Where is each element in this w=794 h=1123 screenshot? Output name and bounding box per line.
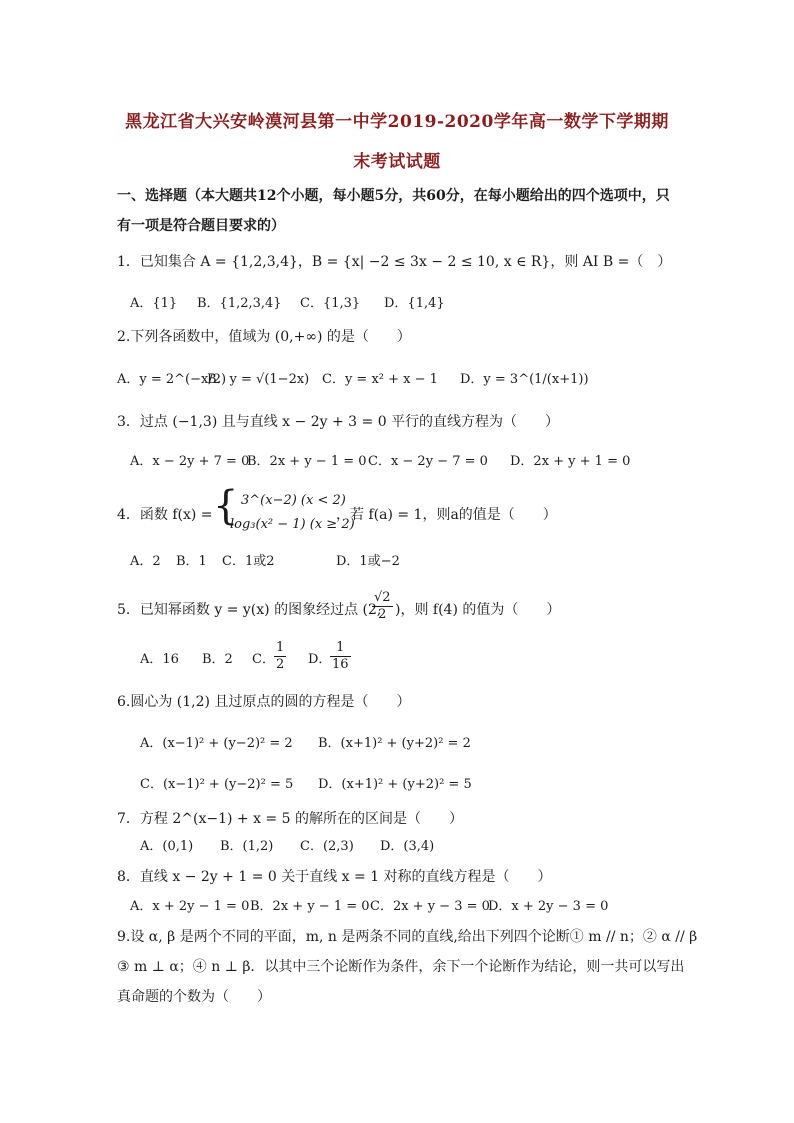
question-7-option-c: C．(2,3) xyxy=(300,839,354,854)
question-3-option-d: D．2x + y + 1 = 0 xyxy=(510,454,631,469)
question-3-option-b: B．2x + y − 1 = 0 xyxy=(247,454,367,469)
question-5-option-c-fraction xyxy=(274,640,286,673)
question-7-option-d: D．(3,4) xyxy=(380,839,435,854)
question-4-stem-suffix: ，若 f(a) = 1，则a的值是（ ） xyxy=(336,507,557,523)
question-5-option-d-num: 1 xyxy=(330,640,351,657)
question-8-option-d: D．x + 2y − 3 = 0 xyxy=(488,899,609,914)
question-1-option-a: A．{1} xyxy=(130,296,178,311)
question-6-stem: 6.圆心为 (1,2) 且过原点的圆的方程是（ ） xyxy=(117,694,411,710)
question-2-stem: 2.下列各函数中，值域为 (0,+∞) 的是（ ） xyxy=(117,329,411,345)
section-header-line2: 有一项是符合题目要求的） xyxy=(117,218,285,234)
question-9-line3: 真命题的个数为（ ） xyxy=(117,989,271,1005)
question-5-stem-suffix: )，则 f(4) 的值为（ ） xyxy=(395,602,561,618)
question-4-option-a: A．2 xyxy=(130,554,161,569)
question-6-option-b: B．(x+1)² + (y+2)² = 2 xyxy=(318,736,471,751)
question-5-frac-den: 2 xyxy=(378,607,387,622)
question-2-option-d: D．y = 3^(1/(x+1)) xyxy=(460,372,589,387)
question-7-option-a: A．(0,1) xyxy=(140,839,194,854)
question-4-option-c: C．1或2 xyxy=(222,554,275,569)
question-1-option-d: D．{1,4} xyxy=(384,296,445,311)
question-3-stem: 3．过点 (−1,3) 且与直线 x − 2y + 3 = 0 平行的直线方程为（ ） xyxy=(117,414,560,430)
section-header-line1: 一、选择题（本大题共12个小题，每小题5分，共60分，在每小题给出的四个选项中，只 xyxy=(117,188,670,204)
question-1-stem: 1．已知集合 A = {1,2,3,4}，B = {x| −2 ≤ 3x − 2 ≤ 10, x ∈ R}，则 AI B =（ ） xyxy=(117,254,672,270)
question-2-option-c: C．y = x² + x − 1 xyxy=(322,372,438,387)
question-1-option-c: C．{1,3} xyxy=(300,296,361,311)
question-1-option-b: B．{1,2,3,4} xyxy=(197,296,282,311)
question-5-option-d: D． xyxy=(308,652,332,667)
question-5-option-c: C． xyxy=(252,652,275,667)
question-6-option-d: D．(x+1)² + (y+2)² = 5 xyxy=(318,777,472,792)
question-5-option-c-num: 1 xyxy=(276,640,285,655)
exam-title-line1: 黑龙江省大兴安岭漠河县第一中学2019-2020学年高一数学下学期期 xyxy=(125,112,669,132)
question-7-stem: 7．方程 2^(x−1) + x = 5 的解所在的区间是（ ） xyxy=(117,811,463,827)
question-8-option-c: C．2x + y − 3 = 0 xyxy=(370,899,490,914)
question-4-option-b: B．1 xyxy=(176,554,207,569)
question-9-line2: ③ m ⊥ α；④ n ⊥ β．以其中三个论断作为条件，余下一个论断作为结论，则一共可以写出 xyxy=(117,959,685,975)
question-6-option-a: A．(x−1)² + (y−2)² = 2 xyxy=(140,736,293,751)
question-5-stem-prefix: 5．已知幂函数 y = y(x) 的图象经过点 (2, xyxy=(117,602,382,618)
question-5-fraction xyxy=(372,590,393,623)
question-6-option-c: C．(x−1)² + (y−2)² = 5 xyxy=(140,777,294,792)
question-4-option-d: D．1或−2 xyxy=(336,554,400,569)
question-5-option-a: A．16 xyxy=(140,652,179,667)
question-8-option-a: A．x + 2y − 1 = 0 xyxy=(130,899,250,914)
piecewise-brace-icon: { xyxy=(213,483,239,529)
question-4-piece-2: log₃(x² − 1) (x ≥ 2) xyxy=(230,517,355,532)
question-3-option-a: A．x − 2y + 7 = 0 xyxy=(130,454,250,469)
question-4-piece-1: 3^(x−2) (x < 2) xyxy=(241,493,346,508)
question-3-option-c: C．x − 2y − 7 = 0 xyxy=(368,454,488,469)
question-5-option-b: B．2 xyxy=(202,652,233,667)
question-5-frac-num: √2 xyxy=(374,590,391,605)
question-8-stem: 8．直线 x − 2y + 1 = 0 关于直线 x = 1 对称的直线方程是（ ） xyxy=(117,869,552,885)
question-5-option-c-den: 2 xyxy=(276,657,285,672)
question-5-option-d-den: 16 xyxy=(332,657,349,672)
question-7-option-b: B．(1,2) xyxy=(220,839,274,854)
question-4-stem-prefix: 4．函数 f(x) = xyxy=(117,507,213,523)
question-5-option-d-fraction xyxy=(330,640,351,673)
question-8-option-b: B．2x + y − 1 = 0 xyxy=(250,899,370,914)
question-9-line1: 9.设 α, β 是两个不同的平面，m, n 是两条不同的直线,给出下列四个论断① m // n；② α // β xyxy=(117,929,698,945)
exam-title-line2: 末考试试题 xyxy=(353,152,441,172)
question-2-option-a: A．y = 2^(−x/2) xyxy=(117,372,227,387)
question-2-option-b: B．y = √(1−2x) xyxy=(207,372,310,387)
